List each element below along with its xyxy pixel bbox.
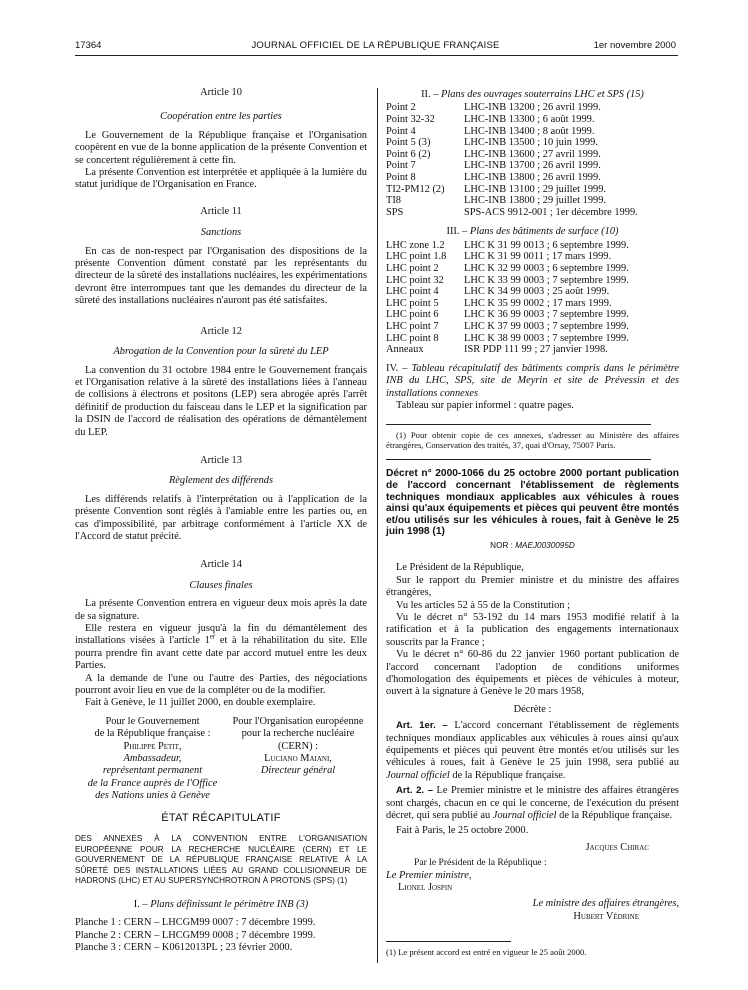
row-reference: LHC-INB 13400 ; 8 août 1999. xyxy=(464,125,595,137)
table-row xyxy=(386,102,638,114)
row-reference: LHC K 33 99 0003 ; 7 septembre 1999. xyxy=(464,274,629,286)
article-12-paragraph: La convention du 31 octobre 1984 entre le Gouvernement français et l'Organisation relative à la sûreté des installations liées à l'anneau de collisions à électrons et positons (LEP) sera abrogée après l'arrêt définitif de production du faisceau dans le LEP et la signification par la DSIN de l'accord de réalisation des opérations de démantèlement du LEP. xyxy=(75,364,367,438)
decree-article-2: Art. 2. – Le Premier ministre et le ministre des affaires étrangères sont chargés, chacun en ce qui le concerne, de l'exécution du présent décret, qui sera publié au Journal officiel de la République française. xyxy=(386,785,679,821)
article-11-paragraph: En cas de non-respect par l'Organisation des dispositions de la présente Convention dûment constaté par les représentants du directeur de la sûreté des installations nucléaires, les expérimentations devront être interrompues tant que les demandes du directeur de la sûreté des installations nucléaires n'auront pas été satisfaites. xyxy=(75,245,367,307)
row-reference: LHC-INB 13300 ; 6 août 1999. xyxy=(464,114,595,125)
row-location: Anneaux xyxy=(386,344,424,356)
row-reference: LHC K 38 99 0003 ; 7 septembre 1999. xyxy=(464,332,629,344)
article-14-number: Article 14 xyxy=(200,559,242,571)
list-item: Planche 2 : CERN – LHCGM99 0008 ; 7 décembre 1999. xyxy=(75,929,316,941)
row-location: Point 2 xyxy=(386,102,416,114)
left-column xyxy=(75,87,367,954)
row-location: LHC point 2 xyxy=(386,262,439,274)
article-14-paragraph: Elle restera en vigueur jusqu'à la fin du démantèlement des installations visées à l'article 1er et à la réhabilitation du site. Elle pourra prendre fin avant cette date par accord mutuel entre les deux Parties. xyxy=(75,623,368,672)
section-1-heading: I. – Plans définissant le périmètre INB (3) xyxy=(133,898,309,910)
row-reference: LHC K 34 99 0003 ; 25 août 1999. xyxy=(464,286,610,298)
row-reference: LHC K 31 99 0013 ; 6 septembre 1999. xyxy=(464,239,629,251)
nor-reference: NOR : MAEJ0030095D xyxy=(490,540,575,550)
table-row xyxy=(386,160,638,172)
article-12-number: Article 12 xyxy=(200,325,242,337)
row-location: LHC point 8 xyxy=(386,332,439,344)
signature-cern: Pour l'Organisation européenne pour la recherche nucléaire (CERN) : Luciano Maiani, Directeur général xyxy=(232,715,364,777)
decree-article-1: Art. 1er. – L'accord concernant l'établissement de règlements techniques mondiaux applicables aux véhicules à roues ainsi qu'aux équipements et pièces qui peuvent être montés et/ou utilisés sur les véhicules à roues, fait à Genève le 25 juin 1998, sera publié au Journal officiel de la République française. xyxy=(386,720,679,781)
table-row xyxy=(386,114,638,126)
table-row xyxy=(386,251,629,263)
row-location: TI8 xyxy=(386,195,402,207)
row-reference: ISR PDP 111 99 ; 27 janvier 1998. xyxy=(464,344,608,356)
table-row xyxy=(386,172,638,184)
row-reference: LHC K 35 99 0002 ; 17 mars 1999. xyxy=(464,297,612,309)
row-reference: LHC-INB 13100 ; 29 juillet 1999. xyxy=(464,183,606,195)
article-14-paragraph: A la demande de l'une ou l'autre des Parties, des négociations pourront avoir lieu en vue de la compléter ou de la modifier. xyxy=(75,672,367,697)
row-reference: LHC-INB 13600 ; 27 avril 1999. xyxy=(464,148,601,160)
article-14-title: Clauses finales xyxy=(189,579,253,591)
row-reference: LHC K 37 99 0003 ; 7 septembre 1999. xyxy=(464,320,629,332)
row-reference: LHC K 32 99 0003 ; 6 septembre 1999. xyxy=(464,262,629,274)
section-rule xyxy=(386,459,651,460)
premier-ministre-name: Lionel Jospin xyxy=(398,882,453,894)
row-reference: LHC K 31 99 0011 ; 17 mars 1999. xyxy=(464,251,612,263)
row-location: LHC point 6 xyxy=(386,309,439,321)
footnote: (1) Pour obtenir copie de ces annexes, s'adresser au Ministère des affaires étrangères, Conservation des traités, 37, quai d'Orsay, 75007 Paris. xyxy=(386,430,679,451)
issue-date: 1er novembre 2000 xyxy=(593,40,676,51)
signer-president: Jacques Chirac xyxy=(585,841,649,853)
table-row xyxy=(386,286,629,298)
article-14-paragraph: Fait à Genève, le 11 juillet 2000, en double exemplaire. xyxy=(85,697,316,709)
row-location: LHC point 1.8 xyxy=(386,251,447,263)
decree-paragraph: Sur le rapport du Premier ministre et du ministre des affaires étrangères, xyxy=(386,574,679,599)
page-number: 17364 xyxy=(75,40,102,51)
article-11-number: Article 11 xyxy=(200,205,242,217)
page-header xyxy=(75,40,676,54)
row-location: LHC point 32 xyxy=(386,274,444,286)
row-location: LHC zone 1.2 xyxy=(386,239,445,251)
row-reference: LHC-INB 13500 ; 10 juin 1999. xyxy=(464,137,598,149)
section-3-table xyxy=(386,240,629,356)
row-location: Point 8 xyxy=(386,171,416,183)
decree-fait: Fait à Paris, le 25 octobre 2000. xyxy=(396,825,529,837)
row-location: LHC point 5 xyxy=(386,297,439,309)
signature-france: Pour le Gouvernement de la République française : Philippe Petit, Ambassadeur, représentant permanent de la France auprès de l'Office des Nations unies à Genève xyxy=(87,715,218,802)
signature-block xyxy=(75,715,367,802)
row-location: Point 6 (2) xyxy=(386,148,431,160)
annexes-description: DES ANNEXES À LA CONVENTION ENTRE L'ORGANISATION EUROPÉENNE POUR LA RECHERCHE NUCLÉAIRE (CERN) ET LE GOUVERNEMENT DE LA RÉPUBLIQUE FRANÇAISE RELATIVE À LA SÛRETÉ DES INSTALLATIONS LIÉES AU GRAND COLLISIONNEUR DE HADRONS (LHC) ET AU SUPERSYNCHROTRON À PROTONS (SPS) (1) xyxy=(75,834,367,886)
header-rule xyxy=(75,55,678,56)
article-13-paragraph: Les différends relatifs à l'interprétation ou à l'application de la présente Convention sont réglés à l'amiable entre les parties ou, en cas d'impossibilité, par arbitrage conformément à l'article XX de l'Accord de statut précité. xyxy=(75,493,367,542)
row-location: Point 32-32 xyxy=(386,114,435,125)
article-12-title: Abrogation de la Convention pour la sûreté du LEP xyxy=(113,346,329,358)
table-row xyxy=(386,137,638,149)
article-10-number: Article 10 xyxy=(200,87,242,98)
ministre-name: Hubert Védrine xyxy=(573,910,639,922)
table-row xyxy=(386,333,629,345)
row-reference: LHC-INB 13800 ; 29 juillet 1999. xyxy=(464,195,606,207)
table-row xyxy=(386,275,629,287)
decrete-label: Décrète : xyxy=(513,703,552,715)
section-2-heading: II. – Plans des ouvrages souterrains LHC et SPS (15) xyxy=(421,89,644,100)
article-11-title: Sanctions xyxy=(200,227,242,239)
premier-ministre-title: Le Premier ministre, xyxy=(386,869,472,881)
article-10-paragraph: Le Gouvernement de la République française et l'Organisation coopèrent en vue de la bonne application de la présente Convention et se concertent régulièrement à cette fin. xyxy=(75,129,367,166)
par-le-president: Par le Président de la République : xyxy=(414,857,547,869)
list-item: Planche 1 : CERN – LHCGM99 0007 : 7 décembre 1999. xyxy=(75,917,316,929)
row-reference: LHC-INB 13700 ; 26 avril 1999. xyxy=(464,160,601,172)
section-1-list xyxy=(75,917,367,954)
table-row xyxy=(386,240,629,252)
journal-title: JOURNAL OFFICIEL DE LA RÉPUBLIQUE FRANÇAISE xyxy=(251,40,500,51)
table-row xyxy=(386,149,638,161)
etat-recapitulatif-title: ÉTAT RÉCAPITULATIF xyxy=(161,811,281,824)
article-13-number: Article 13 xyxy=(200,454,242,466)
row-reference: LHC-INB 13800 ; 26 avril 1999. xyxy=(464,171,601,183)
article-14-paragraph: La présente Convention entrera en vigueur deux mois après la date de sa signature. xyxy=(75,598,367,622)
table-row xyxy=(386,184,638,196)
section-4-text: Tableau sur papier informel : quatre pages. xyxy=(396,399,574,411)
table-row xyxy=(386,207,638,219)
decree-paragraph: Vu le décret n° 60-86 du 22 janvier 1960 portant publication de l'accord concernant l'adoption de conditions uniformes d'homologation des équipements et pièces de véhicules à moteur, ouvert à la signature à Genève le 20 mars 1958, xyxy=(386,649,679,698)
row-location: TI2-PM12 (2) xyxy=(386,183,445,195)
table-row xyxy=(386,321,629,333)
row-reference: LHC-INB 13200 ; 26 avril 1999. xyxy=(464,102,601,114)
row-location: LHC point 7 xyxy=(386,320,439,332)
table-row xyxy=(386,126,638,138)
section-4-heading: IV. – Tableau récapitulatif des bâtiments compris dans le périmètre INB du LHC, SPS, site de Meyrin et site de Prévessin et des installations connexes xyxy=(386,362,679,399)
decree-paragraph: Le Président de la République, xyxy=(396,562,524,574)
table-row xyxy=(386,263,629,275)
row-reference: LHC K 36 99 0003 ; 7 septembre 1999. xyxy=(464,309,629,321)
decree-paragraph: Vu le décret n° 53-192 du 14 mars 1953 modifié relatif à la ratification et à la publication des engagements internationaux souscrits par la France ; xyxy=(386,611,679,648)
list-item: Planche 3 : CERN – K0612013PL ; 23 février 2000. xyxy=(75,941,293,953)
article-10-paragraph: La présente Convention est interprétée et appliquée à la lumière du statut juridique de l'Organisation en France. xyxy=(75,167,367,191)
column-divider xyxy=(377,88,378,963)
footnote-rule xyxy=(386,941,511,942)
table-row xyxy=(386,298,629,310)
section-3-heading: III. – Plans des bâtiments de surface (10) xyxy=(446,226,619,238)
ministre-title: Le ministre des affaires étrangères, xyxy=(532,898,679,910)
row-location: SPS xyxy=(386,206,404,218)
row-location: LHC point 4 xyxy=(386,286,439,298)
table-row xyxy=(386,195,638,207)
article-13-title: Règlement des différends xyxy=(168,475,274,487)
row-location: Point 5 (3) xyxy=(386,137,431,149)
table-row xyxy=(386,309,629,321)
footnote-rule xyxy=(386,424,651,425)
decree-title: Décret n° 2000-1066 du 25 octobre 2000 portant publication de l'accord concernant l'établissement de règlements techniques mondiaux applicables aux véhicules à roues ainsi qu'aux équipements et pièces qui peuvent être montés et/ou utilisés sur les véhicules à roues, fait à Genève le 25 juin 1998 (1) xyxy=(386,468,679,538)
table-row xyxy=(386,344,629,356)
section-2-table xyxy=(386,102,638,218)
article-10-title: Coopération entre les parties xyxy=(160,111,282,123)
row-location: Point 4 xyxy=(386,125,416,137)
decree-paragraph: Vu les articles 52 à 55 de la Constitution ; xyxy=(396,599,570,611)
footnote: (1) Le présent accord est entré en vigueur le 25 août 2000. xyxy=(386,947,587,958)
right-column xyxy=(386,89,679,957)
row-reference: SPS-ACS 9912-001 ; 1er décembre 1999. xyxy=(464,206,638,218)
row-location: Point 7 xyxy=(386,160,416,172)
